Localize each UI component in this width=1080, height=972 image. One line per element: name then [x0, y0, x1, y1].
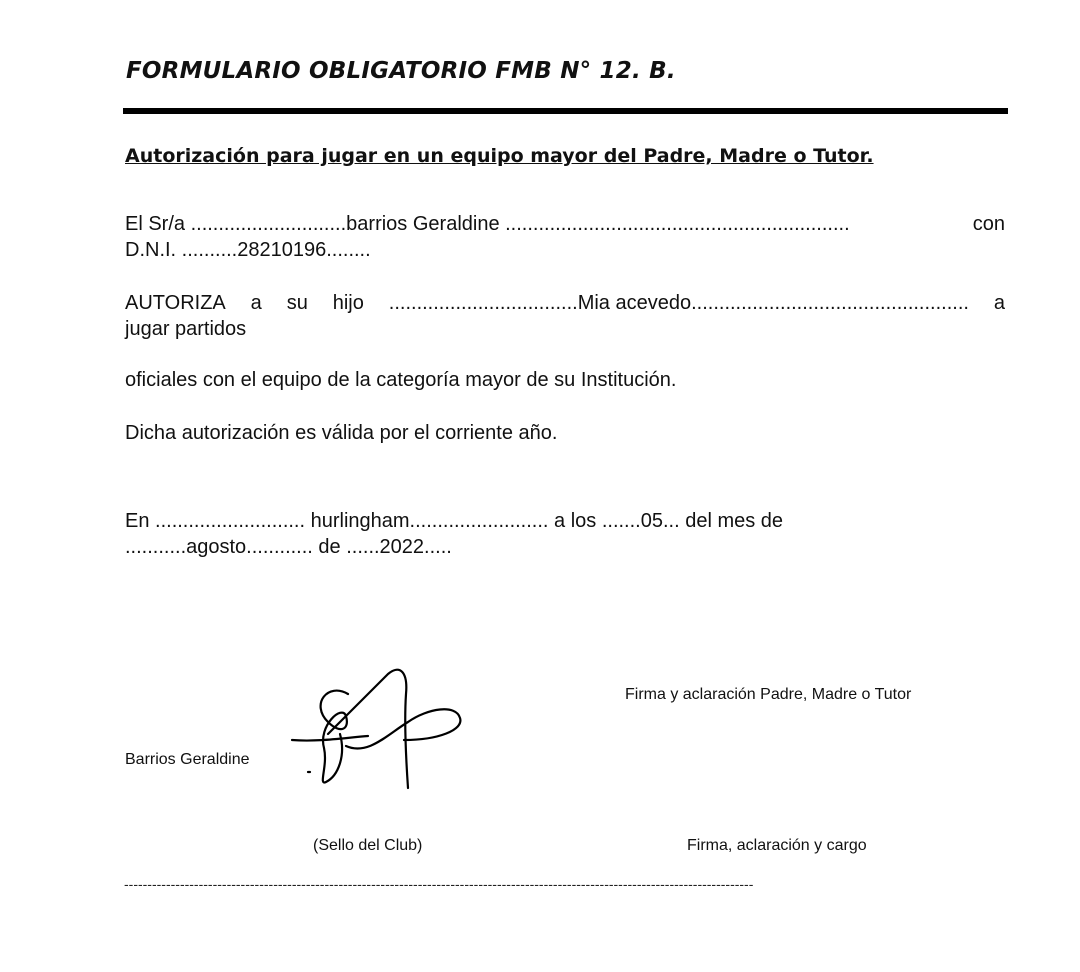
word-hijo: hijo [332, 292, 364, 314]
date-line: ...........agosto............ de ......2022..... [125, 536, 452, 558]
title-rule [123, 108, 1008, 114]
validity-line: Dicha autorización es válida por el corriente año. [125, 422, 558, 444]
place-line: En ........................... hurlingham......................... a los .......05... del mes de [125, 510, 784, 532]
guardian-dni-line: D.N.I. ..........28210196........ [125, 239, 371, 261]
handwritten-signature [288, 664, 468, 794]
club-stamp-label: (Sello del Club) [313, 837, 423, 854]
club-signature-label: Firma, aclaración y cargo [687, 837, 867, 854]
word-a-end: a [993, 292, 1005, 314]
form-subtitle: Autorización para jugar en un equipo mayor del Padre, Madre o Tutor. [125, 145, 874, 167]
authorization-paragraph [125, 290, 1005, 342]
child-name-text: ..................................Mia acevedo.................................................. [388, 292, 969, 314]
authorization-line [125, 290, 1005, 316]
guardian-name-text: El Sr/a ............................barrios Geraldine .............................................................. [125, 213, 850, 235]
guardian-paragraph [125, 211, 1005, 263]
form-title: FORMULARIO OBLIGATORIO FMB N° 12. B. [126, 58, 676, 84]
parent-signature-label: Firma y aclaración Padre, Madre o Tutor [625, 686, 912, 703]
signer-name: Barrios Geraldine [125, 751, 250, 768]
guardian-name-con: con [972, 213, 1005, 235]
place-date-paragraph [125, 508, 783, 560]
play-matches-line: jugar partidos [125, 318, 247, 340]
guardian-name-line [125, 211, 1005, 237]
word-su: su [286, 292, 308, 314]
bottom-separator: --------------------------------------------------------------------------------------------------------------------------------------- [124, 876, 754, 892]
authoriza-word: AUTORIZA [125, 292, 226, 314]
official-matches-line: oficiales con el equipo de la categoría mayor de su Institución. [125, 369, 677, 391]
word-a: a [250, 292, 262, 314]
